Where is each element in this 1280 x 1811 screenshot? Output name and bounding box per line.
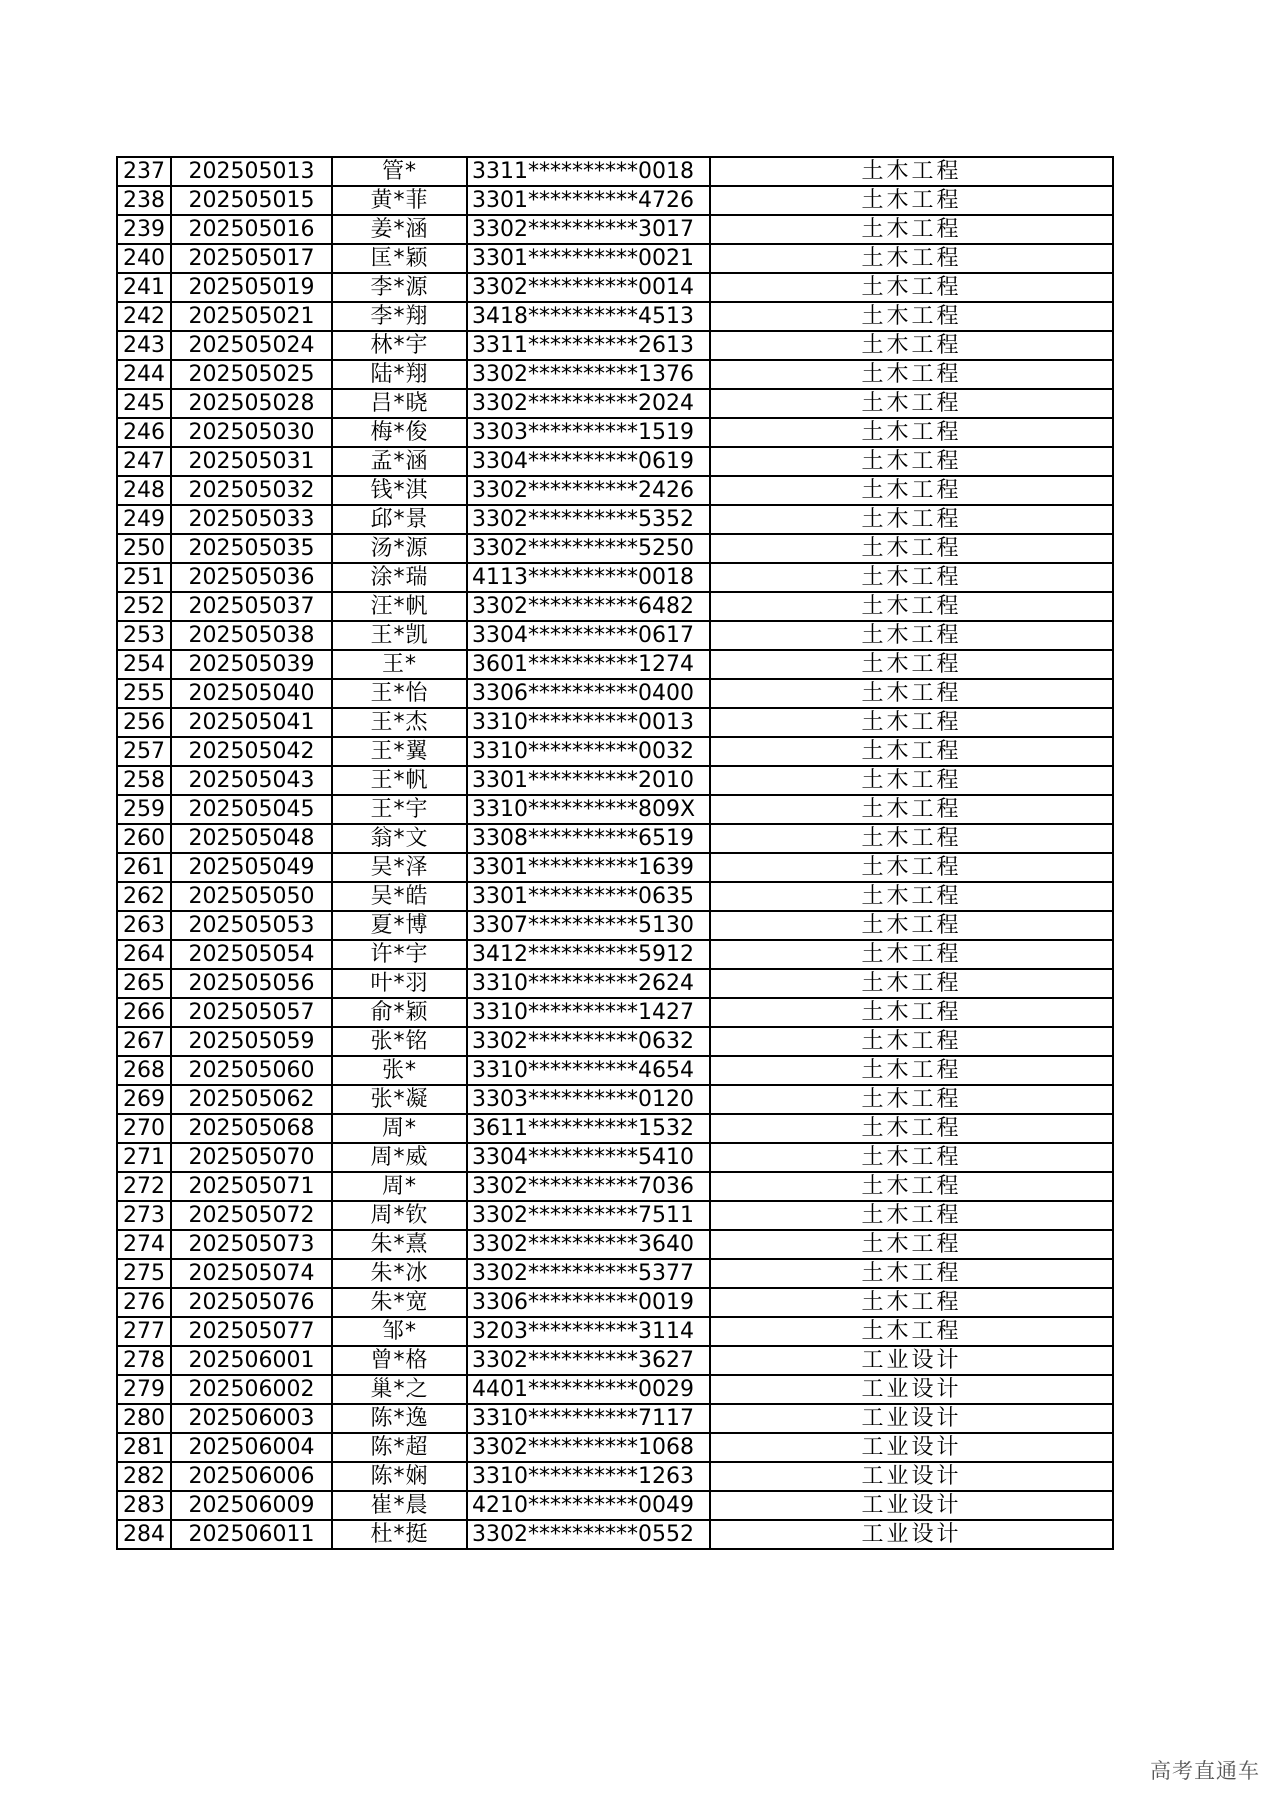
table-row (117, 273, 1113, 302)
id-card-cell: 3301**********1639 (467, 853, 710, 882)
major-cell: 土木工程 (710, 882, 1113, 911)
table-row (117, 215, 1113, 244)
major-cell: 土木工程 (710, 1143, 1113, 1172)
exam-id-cell: 202506001 (171, 1346, 332, 1375)
row-number-cell: 259 (117, 795, 171, 824)
table-row (117, 244, 1113, 273)
row-number-cell: 269 (117, 1085, 171, 1114)
id-card-cell: 3310**********2624 (467, 969, 710, 998)
exam-id-cell: 202505017 (171, 244, 332, 273)
major-cell: 土木工程 (710, 969, 1113, 998)
major-cell: 土木工程 (710, 1317, 1113, 1346)
exam-id-cell: 202505040 (171, 679, 332, 708)
exam-id-cell: 202505043 (171, 766, 332, 795)
student-name-cell: 汪*帆 (332, 592, 467, 621)
table-row (117, 911, 1113, 940)
exam-id-cell: 202505030 (171, 418, 332, 447)
exam-id-cell: 202505037 (171, 592, 332, 621)
student-name-cell: 吴*皓 (332, 882, 467, 911)
major-cell: 土木工程 (710, 998, 1113, 1027)
major-cell: 工业设计 (710, 1520, 1113, 1549)
row-number-cell: 263 (117, 911, 171, 940)
row-number-cell: 250 (117, 534, 171, 563)
table-row (117, 1056, 1113, 1085)
major-cell: 工业设计 (710, 1462, 1113, 1491)
major-cell: 土木工程 (710, 1201, 1113, 1230)
major-cell: 土木工程 (710, 1259, 1113, 1288)
exam-id-cell: 202505028 (171, 389, 332, 418)
table-row (117, 1491, 1113, 1520)
major-cell: 土木工程 (710, 360, 1113, 389)
row-number-cell: 248 (117, 476, 171, 505)
table-row (117, 737, 1113, 766)
major-cell: 土木工程 (710, 302, 1113, 331)
table-row (117, 853, 1113, 882)
major-cell: 工业设计 (710, 1491, 1113, 1520)
exam-id-cell: 202505031 (171, 447, 332, 476)
table-row (117, 389, 1113, 418)
id-card-cell: 3311**********0018 (467, 157, 710, 186)
student-name-cell: 许*宇 (332, 940, 467, 969)
row-number-cell: 261 (117, 853, 171, 882)
id-card-cell: 3301**********4726 (467, 186, 710, 215)
student-name-cell: 张* (332, 1056, 467, 1085)
major-cell: 土木工程 (710, 476, 1113, 505)
table-row (117, 1288, 1113, 1317)
student-name-cell: 钱*淇 (332, 476, 467, 505)
student-name-cell: 姜*涵 (332, 215, 467, 244)
exam-id-cell: 202505073 (171, 1230, 332, 1259)
table-row (117, 650, 1113, 679)
exam-id-cell: 202506006 (171, 1462, 332, 1491)
table-row (117, 1317, 1113, 1346)
id-card-cell: 3311**********2613 (467, 331, 710, 360)
id-card-cell: 3301**********0635 (467, 882, 710, 911)
row-number-cell: 255 (117, 679, 171, 708)
row-number-cell: 240 (117, 244, 171, 273)
major-cell: 土木工程 (710, 331, 1113, 360)
table-row (117, 1172, 1113, 1201)
exam-id-cell: 202505076 (171, 1288, 332, 1317)
student-name-cell: 陈*娴 (332, 1462, 467, 1491)
id-card-cell: 3302**********3017 (467, 215, 710, 244)
student-name-cell: 崔*晨 (332, 1491, 467, 1520)
major-cell: 土木工程 (710, 273, 1113, 302)
id-card-cell: 3302**********5250 (467, 534, 710, 563)
major-cell: 土木工程 (710, 534, 1113, 563)
row-number-cell: 284 (117, 1520, 171, 1549)
major-cell: 土木工程 (710, 592, 1113, 621)
student-name-cell: 周* (332, 1114, 467, 1143)
major-cell: 土木工程 (710, 940, 1113, 969)
exam-id-cell: 202505021 (171, 302, 332, 331)
exam-id-cell: 202505077 (171, 1317, 332, 1346)
student-name-cell: 汤*源 (332, 534, 467, 563)
exam-id-cell: 202505036 (171, 563, 332, 592)
table-row (117, 1259, 1113, 1288)
id-card-cell: 3203**********3114 (467, 1317, 710, 1346)
id-card-cell: 3418**********4513 (467, 302, 710, 331)
row-number-cell: 276 (117, 1288, 171, 1317)
row-number-cell: 265 (117, 969, 171, 998)
row-number-cell: 249 (117, 505, 171, 534)
table-row (117, 1085, 1113, 1114)
id-card-cell: 3302**********0014 (467, 273, 710, 302)
table-row (117, 621, 1113, 650)
row-number-cell: 281 (117, 1433, 171, 1462)
exam-id-cell: 202505038 (171, 621, 332, 650)
student-name-cell: 王*翼 (332, 737, 467, 766)
student-name-cell: 朱*冰 (332, 1259, 467, 1288)
major-cell: 土木工程 (710, 853, 1113, 882)
row-number-cell: 267 (117, 1027, 171, 1056)
id-card-cell: 3310**********0032 (467, 737, 710, 766)
row-number-cell: 279 (117, 1375, 171, 1404)
exam-id-cell: 202506002 (171, 1375, 332, 1404)
row-number-cell: 253 (117, 621, 171, 650)
id-card-cell: 3310**********4654 (467, 1056, 710, 1085)
table-row (117, 1404, 1113, 1433)
row-number-cell: 271 (117, 1143, 171, 1172)
exam-id-cell: 202505072 (171, 1201, 332, 1230)
exam-id-cell: 202505015 (171, 186, 332, 215)
row-number-cell: 245 (117, 389, 171, 418)
exam-id-cell: 202505033 (171, 505, 332, 534)
table-row (117, 447, 1113, 476)
student-name-cell: 吕*晓 (332, 389, 467, 418)
id-card-cell: 3302**********2024 (467, 389, 710, 418)
exam-id-cell: 202505062 (171, 1085, 332, 1114)
table-row (117, 1114, 1113, 1143)
exam-id-cell: 202505016 (171, 215, 332, 244)
id-card-cell: 3302**********7036 (467, 1172, 710, 1201)
roster-table (116, 156, 1114, 1550)
major-cell: 土木工程 (710, 389, 1113, 418)
student-name-cell: 陆*翔 (332, 360, 467, 389)
exam-id-cell: 202505045 (171, 795, 332, 824)
major-cell: 土木工程 (710, 1288, 1113, 1317)
major-cell: 土木工程 (710, 418, 1113, 447)
student-name-cell: 邹* (332, 1317, 467, 1346)
roster-body (117, 157, 1113, 1549)
table-row (117, 302, 1113, 331)
student-name-cell: 李*源 (332, 273, 467, 302)
exam-id-cell: 202506009 (171, 1491, 332, 1520)
major-cell: 土木工程 (710, 824, 1113, 853)
table-row (117, 679, 1113, 708)
id-card-cell: 3306**********0400 (467, 679, 710, 708)
exam-id-cell: 202505070 (171, 1143, 332, 1172)
id-card-cell: 3412**********5912 (467, 940, 710, 969)
table-row (117, 418, 1113, 447)
major-cell: 土木工程 (710, 679, 1113, 708)
id-card-cell: 3302**********0632 (467, 1027, 710, 1056)
table-row (117, 1230, 1113, 1259)
major-cell: 工业设计 (710, 1404, 1113, 1433)
student-name-cell: 陈*超 (332, 1433, 467, 1462)
exam-id-cell: 202505019 (171, 273, 332, 302)
row-number-cell: 244 (117, 360, 171, 389)
id-card-cell: 3302**********3640 (467, 1230, 710, 1259)
row-number-cell: 262 (117, 882, 171, 911)
exam-id-cell: 202505054 (171, 940, 332, 969)
major-cell: 工业设计 (710, 1433, 1113, 1462)
table-row (117, 969, 1113, 998)
id-card-cell: 3306**********0019 (467, 1288, 710, 1317)
row-number-cell: 242 (117, 302, 171, 331)
exam-id-cell: 202505032 (171, 476, 332, 505)
student-name-cell: 巢*之 (332, 1375, 467, 1404)
row-number-cell: 280 (117, 1404, 171, 1433)
id-card-cell: 3302**********0552 (467, 1520, 710, 1549)
exam-id-cell: 202506003 (171, 1404, 332, 1433)
row-number-cell: 270 (117, 1114, 171, 1143)
major-cell: 土木工程 (710, 244, 1113, 273)
row-number-cell: 266 (117, 998, 171, 1027)
student-name-cell: 梅*俊 (332, 418, 467, 447)
student-name-cell: 张*铭 (332, 1027, 467, 1056)
id-card-cell: 3304**********0619 (467, 447, 710, 476)
student-name-cell: 朱*宽 (332, 1288, 467, 1317)
row-number-cell: 264 (117, 940, 171, 969)
student-name-cell: 林*宇 (332, 331, 467, 360)
row-number-cell: 247 (117, 447, 171, 476)
student-name-cell: 孟*涵 (332, 447, 467, 476)
row-number-cell: 274 (117, 1230, 171, 1259)
table-row (117, 476, 1113, 505)
student-name-cell: 曾*格 (332, 1346, 467, 1375)
row-number-cell: 258 (117, 766, 171, 795)
row-number-cell: 260 (117, 824, 171, 853)
student-name-cell: 朱*熹 (332, 1230, 467, 1259)
id-card-cell: 3310**********1427 (467, 998, 710, 1027)
id-card-cell: 3302**********1376 (467, 360, 710, 389)
exam-id-cell: 202505059 (171, 1027, 332, 1056)
student-name-cell: 叶*羽 (332, 969, 467, 998)
row-number-cell: 238 (117, 186, 171, 215)
table-row (117, 505, 1113, 534)
row-number-cell: 282 (117, 1462, 171, 1491)
id-card-cell: 4210**********0049 (467, 1491, 710, 1520)
exam-id-cell: 202505042 (171, 737, 332, 766)
row-number-cell: 278 (117, 1346, 171, 1375)
student-name-cell: 匡*颖 (332, 244, 467, 273)
table-row (117, 563, 1113, 592)
table-row (117, 186, 1113, 215)
id-card-cell: 3302**********5377 (467, 1259, 710, 1288)
student-name-cell: 管* (332, 157, 467, 186)
student-name-cell: 王*杰 (332, 708, 467, 737)
table-row (117, 534, 1113, 563)
row-number-cell: 254 (117, 650, 171, 679)
student-name-cell: 李*翔 (332, 302, 467, 331)
table-row (117, 331, 1113, 360)
id-card-cell: 3310**********809X (467, 795, 710, 824)
student-name-cell: 翁*文 (332, 824, 467, 853)
major-cell: 土木工程 (710, 1230, 1113, 1259)
exam-id-cell: 202505071 (171, 1172, 332, 1201)
row-number-cell: 273 (117, 1201, 171, 1230)
id-card-cell: 3303**********0120 (467, 1085, 710, 1114)
exam-id-cell: 202505013 (171, 157, 332, 186)
id-card-cell: 3303**********1519 (467, 418, 710, 447)
row-number-cell: 246 (117, 418, 171, 447)
watermark-text: 高考直通车 (1150, 1759, 1260, 1783)
row-number-cell: 252 (117, 592, 171, 621)
major-cell: 土木工程 (710, 157, 1113, 186)
exam-id-cell: 202505024 (171, 331, 332, 360)
student-name-cell: 王*帆 (332, 766, 467, 795)
id-card-cell: 3301**********2010 (467, 766, 710, 795)
major-cell: 土木工程 (710, 650, 1113, 679)
id-card-cell: 3307**********5130 (467, 911, 710, 940)
row-number-cell: 283 (117, 1491, 171, 1520)
table-row (117, 1520, 1113, 1549)
table-row (117, 592, 1113, 621)
student-name-cell: 夏*博 (332, 911, 467, 940)
id-card-cell: 4401**********0029 (467, 1375, 710, 1404)
table-row (117, 998, 1113, 1027)
student-name-cell: 王*宇 (332, 795, 467, 824)
table-row (117, 1462, 1113, 1491)
table-row (117, 1201, 1113, 1230)
major-cell: 土木工程 (710, 215, 1113, 244)
student-name-cell: 周*威 (332, 1143, 467, 1172)
major-cell: 土木工程 (710, 1085, 1113, 1114)
student-name-cell: 周* (332, 1172, 467, 1201)
major-cell: 土木工程 (710, 737, 1113, 766)
major-cell: 土木工程 (710, 1027, 1113, 1056)
exam-id-cell: 202505041 (171, 708, 332, 737)
id-card-cell: 3304**********0617 (467, 621, 710, 650)
row-number-cell: 239 (117, 215, 171, 244)
id-card-cell: 3611**********1532 (467, 1114, 710, 1143)
exam-id-cell: 202505049 (171, 853, 332, 882)
id-card-cell: 3302**********7511 (467, 1201, 710, 1230)
table-row (117, 1375, 1113, 1404)
table-row (117, 795, 1113, 824)
major-cell: 土木工程 (710, 621, 1113, 650)
student-name-cell: 涂*瑞 (332, 563, 467, 592)
table-row (117, 1143, 1113, 1172)
table-row (117, 1027, 1113, 1056)
exam-id-cell: 202505060 (171, 1056, 332, 1085)
student-name-cell: 王* (332, 650, 467, 679)
student-name-cell: 邱*景 (332, 505, 467, 534)
id-card-cell: 3308**********6519 (467, 824, 710, 853)
student-name-cell: 张*凝 (332, 1085, 467, 1114)
student-name-cell: 黄*菲 (332, 186, 467, 215)
row-number-cell: 251 (117, 563, 171, 592)
major-cell: 工业设计 (710, 1346, 1113, 1375)
table-row (117, 1346, 1113, 1375)
student-name-cell: 王*怡 (332, 679, 467, 708)
major-cell: 土木工程 (710, 447, 1113, 476)
row-number-cell: 243 (117, 331, 171, 360)
exam-id-cell: 202505057 (171, 998, 332, 1027)
id-card-cell: 3302**********5352 (467, 505, 710, 534)
table-row (117, 157, 1113, 186)
row-number-cell: 277 (117, 1317, 171, 1346)
exam-id-cell: 202505074 (171, 1259, 332, 1288)
major-cell: 土木工程 (710, 708, 1113, 737)
major-cell: 土木工程 (710, 795, 1113, 824)
id-card-cell: 3310**********7117 (467, 1404, 710, 1433)
table-row (117, 824, 1113, 853)
row-number-cell: 256 (117, 708, 171, 737)
exam-id-cell: 202505025 (171, 360, 332, 389)
major-cell: 土木工程 (710, 911, 1113, 940)
row-number-cell: 257 (117, 737, 171, 766)
row-number-cell: 237 (117, 157, 171, 186)
exam-id-cell: 202505039 (171, 650, 332, 679)
table-row (117, 882, 1113, 911)
student-name-cell: 周*钦 (332, 1201, 467, 1230)
exam-id-cell: 202505056 (171, 969, 332, 998)
id-card-cell: 3302**********6482 (467, 592, 710, 621)
exam-id-cell: 202505053 (171, 911, 332, 940)
exam-id-cell: 202506004 (171, 1433, 332, 1462)
major-cell: 土木工程 (710, 766, 1113, 795)
id-card-cell: 4113**********0018 (467, 563, 710, 592)
student-name-cell: 陈*逸 (332, 1404, 467, 1433)
id-card-cell: 3310**********1263 (467, 1462, 710, 1491)
table-row (117, 766, 1113, 795)
student-name-cell: 俞*颖 (332, 998, 467, 1027)
id-card-cell: 3301**********0021 (467, 244, 710, 273)
row-number-cell: 268 (117, 1056, 171, 1085)
major-cell: 工业设计 (710, 1375, 1113, 1404)
exam-id-cell: 202505035 (171, 534, 332, 563)
major-cell: 土木工程 (710, 1056, 1113, 1085)
exam-id-cell: 202505050 (171, 882, 332, 911)
exam-id-cell: 202506011 (171, 1520, 332, 1549)
student-name-cell: 王*凯 (332, 621, 467, 650)
major-cell: 土木工程 (710, 563, 1113, 592)
id-card-cell: 3304**********5410 (467, 1143, 710, 1172)
id-card-cell: 3302**********2426 (467, 476, 710, 505)
student-name-cell: 杜*挺 (332, 1520, 467, 1549)
id-card-cell: 3302**********3627 (467, 1346, 710, 1375)
exam-id-cell: 202505048 (171, 824, 332, 853)
student-name-cell: 吴*泽 (332, 853, 467, 882)
id-card-cell: 3601**********1274 (467, 650, 710, 679)
major-cell: 土木工程 (710, 186, 1113, 215)
exam-id-cell: 202505068 (171, 1114, 332, 1143)
major-cell: 土木工程 (710, 505, 1113, 534)
id-card-cell: 3302**********1068 (467, 1433, 710, 1462)
table-row (117, 940, 1113, 969)
id-card-cell: 3310**********0013 (467, 708, 710, 737)
row-number-cell: 241 (117, 273, 171, 302)
major-cell: 土木工程 (710, 1172, 1113, 1201)
row-number-cell: 275 (117, 1259, 171, 1288)
table-row (117, 708, 1113, 737)
row-number-cell: 272 (117, 1172, 171, 1201)
table-row (117, 1433, 1113, 1462)
major-cell: 土木工程 (710, 1114, 1113, 1143)
table-row (117, 360, 1113, 389)
